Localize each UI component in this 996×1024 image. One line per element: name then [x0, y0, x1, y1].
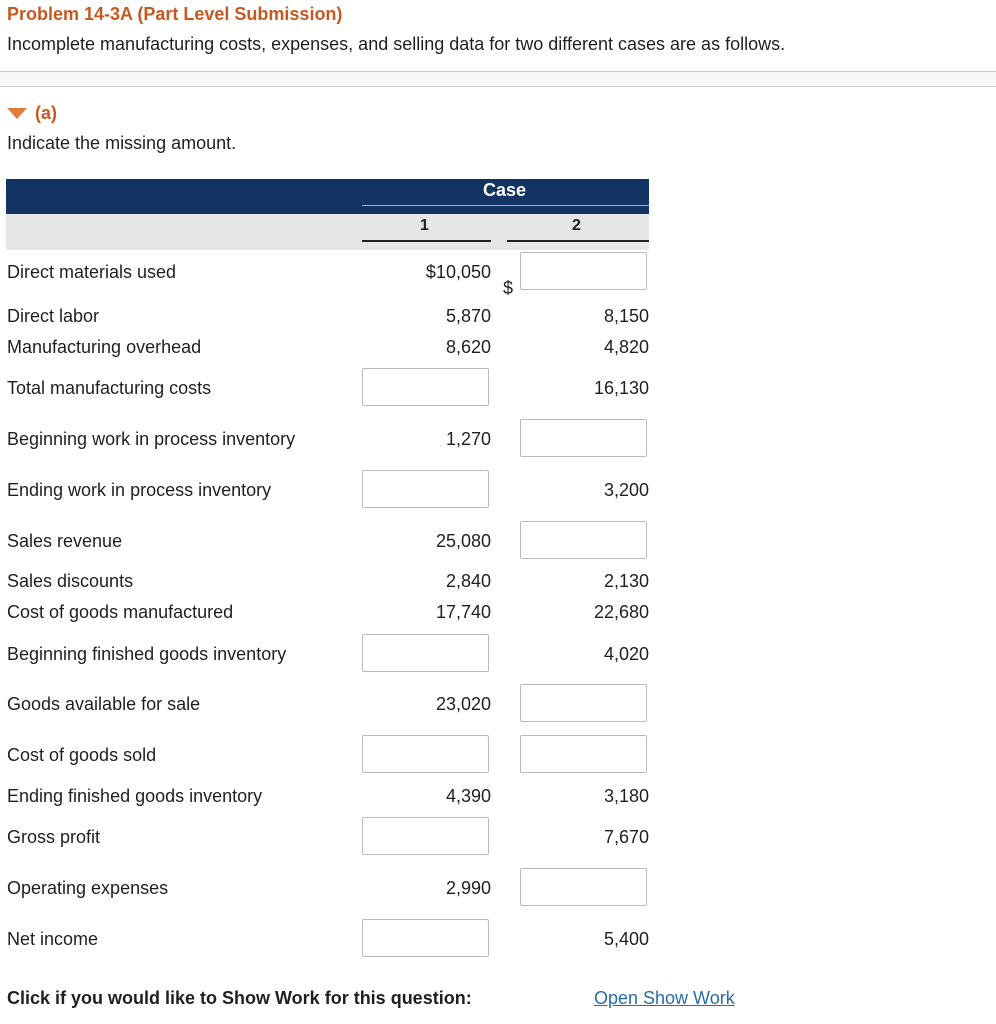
case-1-value: 2,840: [445, 571, 491, 591]
case-1-value: 5,870: [445, 306, 491, 326]
row-label: Cost of goods sold: [7, 745, 157, 765]
row-label: Beginning work in process inventory: [7, 429, 296, 449]
section-divider: [0, 71, 996, 87]
part-label: (a): [35, 103, 57, 123]
row-label: Operating expenses: [7, 878, 169, 898]
case-2-value: 3,180: [603, 786, 649, 806]
table-header-band: [6, 179, 649, 214]
column-header-case-1: 1: [420, 217, 429, 234]
case-2-value: 22,680: [593, 602, 649, 622]
row-label: Direct labor: [7, 306, 100, 326]
case-2-value: 5,400: [603, 929, 649, 949]
caret-down-icon: [7, 108, 27, 119]
row-label: Net income: [7, 929, 99, 949]
case-1-answer-input[interactable]: [362, 368, 489, 406]
row-label: Gross profit: [7, 827, 101, 847]
case-2-value: 4,020: [603, 644, 649, 664]
column-1-underline: [362, 240, 491, 242]
case-1-answer-input[interactable]: [362, 634, 489, 672]
case-1-answer-input[interactable]: [362, 919, 489, 957]
case-header-rule: [362, 205, 649, 206]
case-1-value: 4,390: [445, 786, 491, 806]
case-2-answer-input[interactable]: [520, 252, 647, 290]
problem-intro: Incomplete manufacturing costs, expenses, and selling data for two different cases are as follows.: [7, 34, 786, 54]
row-label: Ending work in process inventory: [7, 480, 272, 500]
case-1-value: 2,990: [445, 878, 491, 898]
case-1-value: 17,740: [435, 602, 491, 622]
case-1-value: 1,270: [445, 429, 491, 449]
row-label: Sales revenue: [7, 531, 123, 551]
problem-title: Problem 14-3A (Part Level Submission): [7, 4, 343, 24]
case-1-value: 25,080: [435, 531, 491, 551]
case-1-value: 8,620: [445, 337, 491, 357]
case-2-value: 2,130: [603, 571, 649, 591]
row-label: Sales discounts: [7, 571, 134, 591]
column-2-underline: [507, 240, 649, 242]
case-2-answer-input[interactable]: [520, 684, 647, 722]
column-header-case-2: 2: [572, 217, 581, 234]
currency-symbol: $: [503, 278, 514, 298]
row-label: Cost of goods manufactured: [7, 602, 234, 622]
row-label: Direct materials used: [7, 262, 177, 282]
case-2-answer-input[interactable]: [520, 735, 647, 773]
row-label: Manufacturing overhead: [7, 337, 202, 357]
case-2-value: 4,820: [603, 337, 649, 357]
case-2-value: 7,670: [603, 827, 649, 847]
open-show-work-link[interactable]: Open Show Work: [594, 988, 735, 1008]
part-instruction: Indicate the missing amount.: [7, 133, 237, 153]
row-label: Ending finished goods inventory: [7, 786, 263, 806]
column-header-band: [6, 214, 649, 250]
show-work-prompt: Click if you would like to Show Work for this question:: [7, 988, 472, 1008]
case-2-answer-input[interactable]: [520, 868, 647, 906]
part-a-toggle[interactable]: [7, 103, 57, 124]
case-1-answer-input[interactable]: [362, 735, 489, 773]
row-label: Beginning finished goods inventory: [7, 644, 287, 664]
case-1-answer-input[interactable]: [362, 470, 489, 508]
case-1-value: $10,050: [425, 262, 491, 282]
case-2-value: 16,130: [593, 378, 649, 398]
case-1-answer-input[interactable]: [362, 817, 489, 855]
case-2-value: 3,200: [603, 480, 649, 500]
row-label: Total manufacturing costs: [7, 378, 212, 398]
case-2-value: 8,150: [603, 306, 649, 326]
case-1-value: 23,020: [435, 694, 491, 714]
case-2-answer-input[interactable]: [520, 419, 647, 457]
case-2-answer-input[interactable]: [520, 521, 647, 559]
row-label: Goods available for sale: [7, 694, 201, 714]
case-header: Case: [482, 180, 527, 200]
